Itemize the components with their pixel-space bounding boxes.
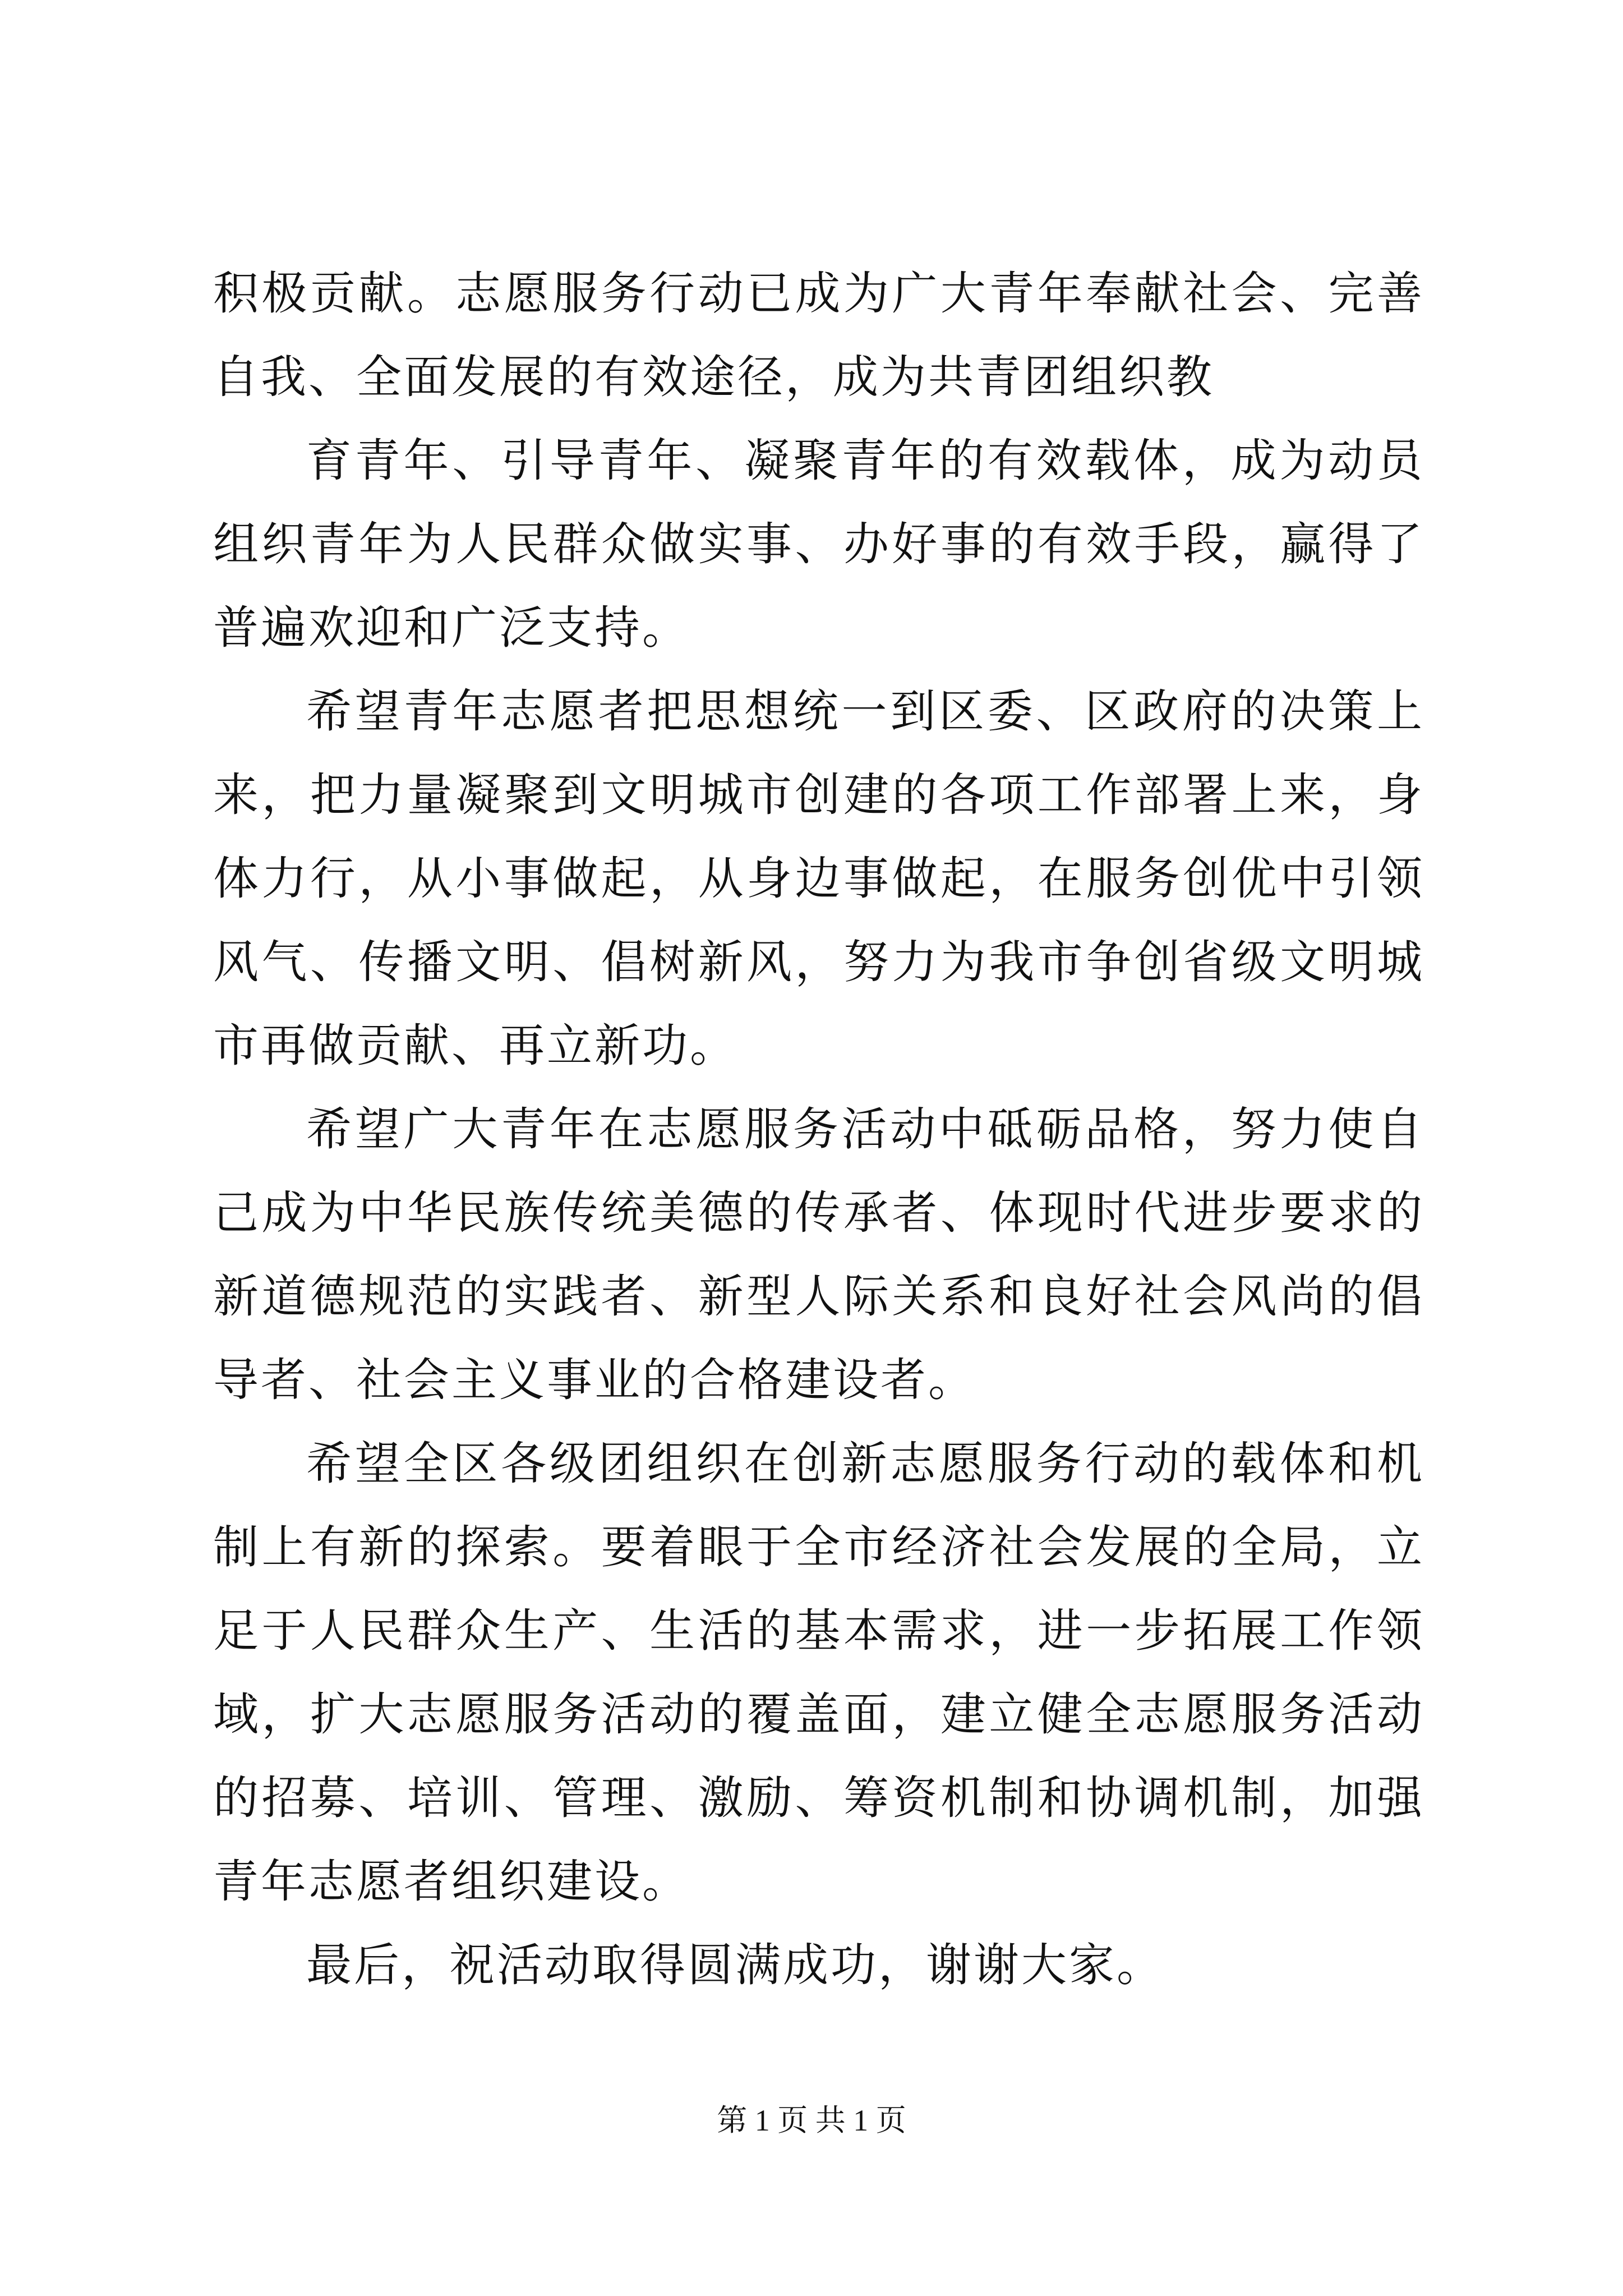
page-number-footer: 第 1 页 共 1 页 — [717, 2104, 906, 2137]
document-body — [213, 252, 1424, 2008]
paragraph-6: 最后，祝活动取得圆满成功，谢谢大家。 — [306, 1939, 1165, 1992]
paragraph-5: 希望全区各级团组织在创新志愿服务行动的载体和机制上有新的探索。要着眼于全市经济社会发展的全局，立足于人民群众生产、生活的基本需求，进一步拓展工作领域，扩大志愿服务活动的覆盖面，建立健全志愿服务活动的招募、培训、管理、激励、筹资机制和协调机制，加强青年志愿者组织建设。 — [213, 1438, 1424, 1908]
paragraph-1: 积极贡献。志愿服务行动已成为广大青年奉献社会、完善自我、全面发展的有效途径，成为共青团组织教 — [213, 268, 1424, 404]
paragraph-3: 希望青年志愿者把思想统一到区委、区政府的决策上来，把力量凝聚到文明城市创建的各项工作部署上来，身体力行，从小事做起，从身边事做起，在服务创优中引领风气、传播文明、倡树新风，努力为我市争创省级文明城市再做贡献、再立新功。 — [213, 685, 1424, 1073]
paragraph-4: 希望广大青年在志愿服务活动中砥砺品格，努力使自己成为中华民族传统美德的传承者、体现时代进步要求的新道德规范的实践者、新型人际关系和良好社会风尚的倡导者、社会主义事业的合格建设者。 — [213, 1103, 1424, 1407]
paragraph-2: 育青年、引导青年、凝聚青年的有效载体，成为动员组织青年为人民群众做实事、办好事的有效手段，赢得了普遍欢迎和广泛支持。 — [213, 435, 1424, 655]
